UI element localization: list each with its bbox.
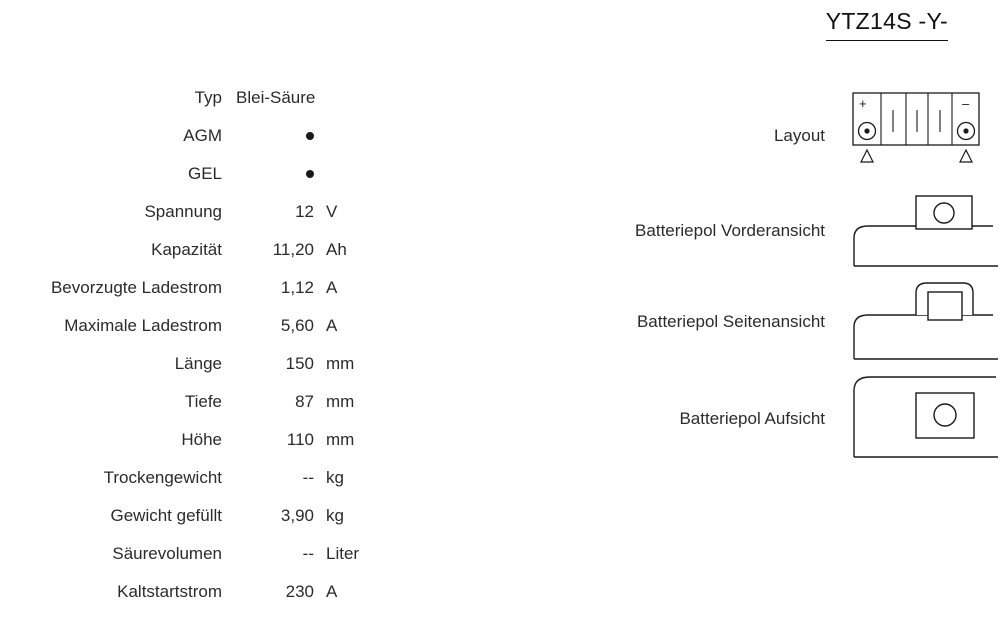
spec-unit: A bbox=[326, 582, 338, 601]
spec-label: Gewicht gefüllt bbox=[110, 506, 222, 525]
battery-terminal-layout-icon bbox=[848, 88, 988, 173]
svg-text:–: – bbox=[962, 96, 970, 111]
spec-unit: kg bbox=[326, 468, 344, 487]
spec-value-agm-marker bbox=[222, 126, 314, 146]
spec-value: 110 bbox=[286, 430, 314, 449]
spec-value-gel-marker bbox=[222, 164, 314, 184]
spec-label: Tiefe bbox=[184, 392, 222, 411]
spec-value: Blei-Säure bbox=[236, 88, 316, 107]
battery-spec-table bbox=[0, 88, 440, 620]
spec-unit: mm bbox=[326, 392, 355, 411]
front-view-label: Batteriepol Vorderansicht bbox=[635, 221, 825, 240]
spec-label: Bevorzugte Ladestrom bbox=[50, 278, 222, 297]
spec-value: 5,60 bbox=[280, 316, 314, 335]
spec-value: 3,90 bbox=[280, 506, 314, 525]
table-row bbox=[0, 506, 440, 544]
spec-unit: Liter bbox=[326, 544, 360, 563]
table-row bbox=[0, 468, 440, 506]
spec-label: Kaltstartstrom bbox=[117, 582, 222, 601]
spec-value: -- bbox=[302, 544, 314, 563]
spec-label: Säurevolumen bbox=[112, 544, 222, 563]
battery-terminal-front-icon bbox=[848, 188, 998, 274]
table-row bbox=[0, 164, 440, 202]
spec-unit: Ah bbox=[326, 240, 347, 259]
spec-label: Spannung bbox=[144, 202, 222, 221]
top-view-label: Batteriepol Aufsicht bbox=[679, 409, 825, 428]
spec-unit: kg bbox=[326, 506, 344, 525]
svg-text:+: + bbox=[859, 96, 867, 111]
table-row bbox=[0, 582, 440, 620]
table-row bbox=[0, 88, 440, 126]
table-row bbox=[0, 430, 440, 468]
table-row bbox=[0, 354, 440, 392]
spec-value: 87 bbox=[295, 392, 314, 411]
table-row bbox=[0, 202, 440, 240]
spec-unit: V bbox=[326, 202, 338, 221]
bullet-icon bbox=[306, 170, 314, 178]
spec-label: Höhe bbox=[181, 430, 222, 449]
spec-unit: mm bbox=[326, 430, 355, 449]
table-row bbox=[0, 126, 440, 164]
spec-label: Trockengewicht bbox=[103, 468, 222, 487]
spec-value: 11,20 bbox=[272, 240, 314, 259]
table-row bbox=[0, 278, 440, 316]
side-view-label: Batteriepol Seitenansicht bbox=[636, 312, 825, 331]
spec-label: Typ bbox=[194, 88, 222, 107]
spec-unit: A bbox=[326, 278, 338, 297]
spec-value: 12 bbox=[295, 202, 314, 221]
battery-terminal-side-icon bbox=[848, 275, 1000, 365]
spec-value: 230 bbox=[285, 582, 314, 601]
spec-unit: A bbox=[326, 316, 338, 335]
battery-terminal-top-icon bbox=[848, 365, 1000, 465]
spec-value: -- bbox=[302, 468, 314, 487]
table-row bbox=[0, 392, 440, 430]
spec-unit: mm bbox=[326, 354, 355, 373]
spec-value: 150 bbox=[285, 354, 314, 373]
table-row bbox=[0, 240, 440, 278]
spec-label: GEL bbox=[187, 164, 222, 183]
layout-label: Layout bbox=[773, 126, 825, 145]
page-title: YTZ14S -Y- bbox=[826, 8, 948, 41]
spec-label: Länge bbox=[174, 354, 222, 373]
spec-label: Kapazität bbox=[151, 240, 222, 259]
table-row bbox=[0, 544, 440, 582]
bullet-icon bbox=[306, 132, 314, 140]
spec-label: Maximale Ladestrom bbox=[64, 316, 222, 335]
table-row bbox=[0, 316, 440, 354]
spec-label: AGM bbox=[183, 126, 222, 145]
spec-value: 1,12 bbox=[280, 278, 314, 297]
